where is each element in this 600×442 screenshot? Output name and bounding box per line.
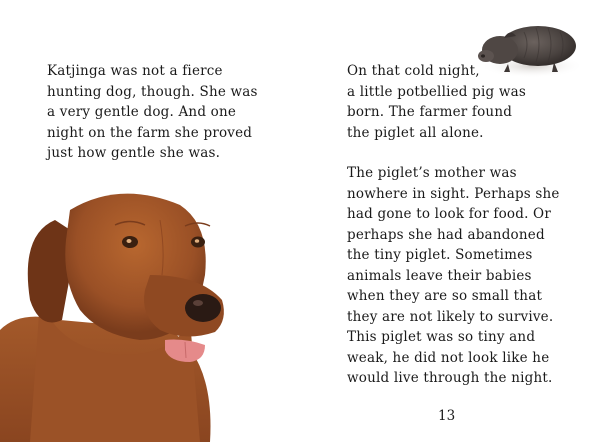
right-paragraph-1: On that cold night, a little potbellied pig was born. The farmer found the piglet all alone. (347, 63, 526, 141)
left-column (47, 61, 287, 164)
page-number: 13 (438, 408, 456, 424)
right-column (347, 61, 587, 389)
right-paragraph-2: The piglet’s mother was nowhere in sight. Perhaps she had gone to look for food. Or perhaps she had abandoned the tiny piglet. Sometimes animals leave their babies when they are so small that they are not likely to survive. This piglet was so tiny and weak, he did not look like he would live through the night. (347, 165, 560, 386)
left-paragraph: Katjinga was not a fierce hunting dog, though. She was a very gentle dog. And one night on the farm she proved just how gentle she was. (47, 63, 258, 161)
dog-photo (0, 180, 240, 442)
